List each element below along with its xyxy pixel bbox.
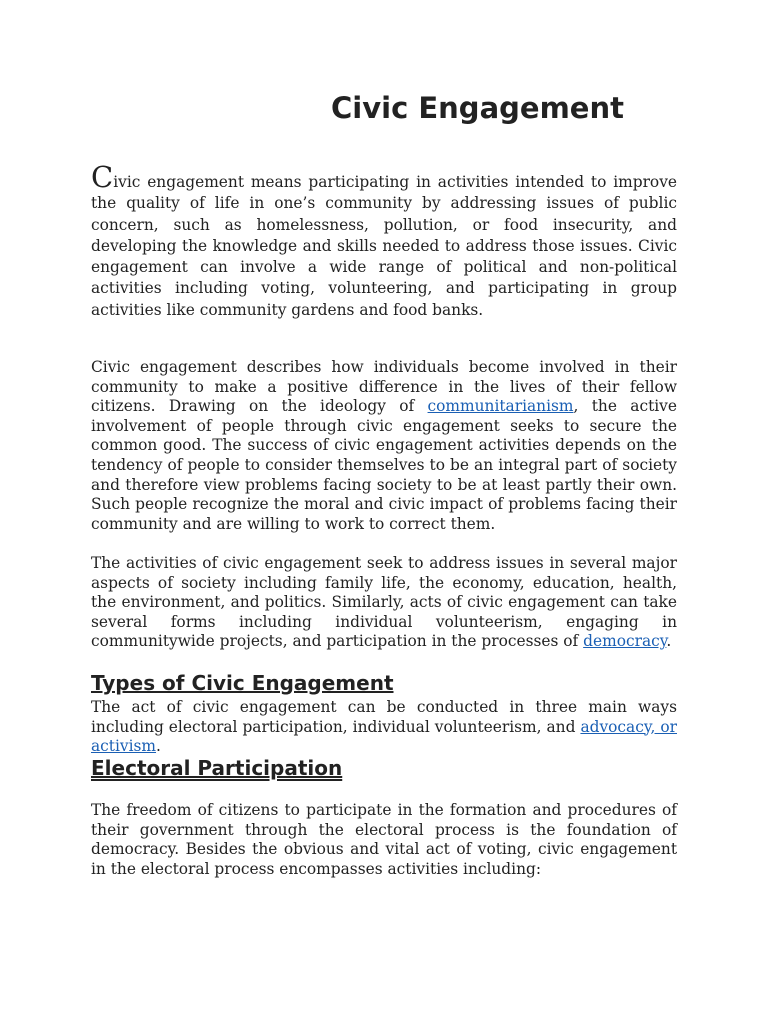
democracy-link[interactable]: democracy (583, 632, 667, 651)
intro-paragraph (91, 160, 677, 321)
intro-paragraph-text: ivic engagement means participating in activities intended to improve the quality of life in one’s community by addressing issues of public concern, such as homelessness, pollution, or food insecurity, and developing the knowledge and skills needed to address those issues. Civic engagement can involve a wide range of political and non-political activities including voting, volunteering, and participating in group activities like community gardens and food banks. (91, 173, 677, 319)
description-text-start: Civic engagement describes how individuals become involved in their community to make a positive difference in the lives of their fellow citizens. Drawing on the ideology of (91, 358, 677, 416)
activities-text-start: The activities of civic engagement seek to address issues in several major aspects of society including family life, the economy, education, health, the environment, and politics. Similarly, acts of civic engagement can take several forms including individual volunteerism, engaging in communitywide projects, and participation in the processes of (91, 554, 677, 651)
activities-paragraph (91, 554, 677, 652)
types-heading: Types of Civic Engagement (91, 671, 394, 695)
page-title: Civic Engagement (331, 91, 624, 125)
electoral-paragraph: The freedom of citizens to participate in the formation and procedures of their government through the electoral process is the foundation of democracy. Besides the obvious and vital act of voting, civic engagement in the electoral process encompasses activities including: (91, 801, 677, 878)
description-paragraph (91, 358, 677, 534)
advocacy-link[interactable]: advocacy, or activism (91, 717, 677, 756)
drop-cap: C (91, 160, 114, 194)
activities-text-end: . (666, 632, 672, 651)
types-text-start: The act of civic engagement can be conducted in three main ways including electoral participation, individual volunteerism, and (91, 698, 677, 736)
description-text-end: , the active involvement of people through civic engagement seeks to secure the common good. The success of civic engagement activities depends on the tendency of people to consider themselves to be an integral part of society and therefore view problems facing society to be at least partly their own. Such people recognize the moral and civic impact of problems facing their community and are willing to work to correct them. (91, 397, 677, 533)
types-text-end: . (156, 737, 161, 756)
electoral-heading: Electoral Participation (91, 756, 343, 780)
types-paragraph (91, 698, 677, 757)
communitarianism-link[interactable]: communitarianism (427, 397, 574, 416)
